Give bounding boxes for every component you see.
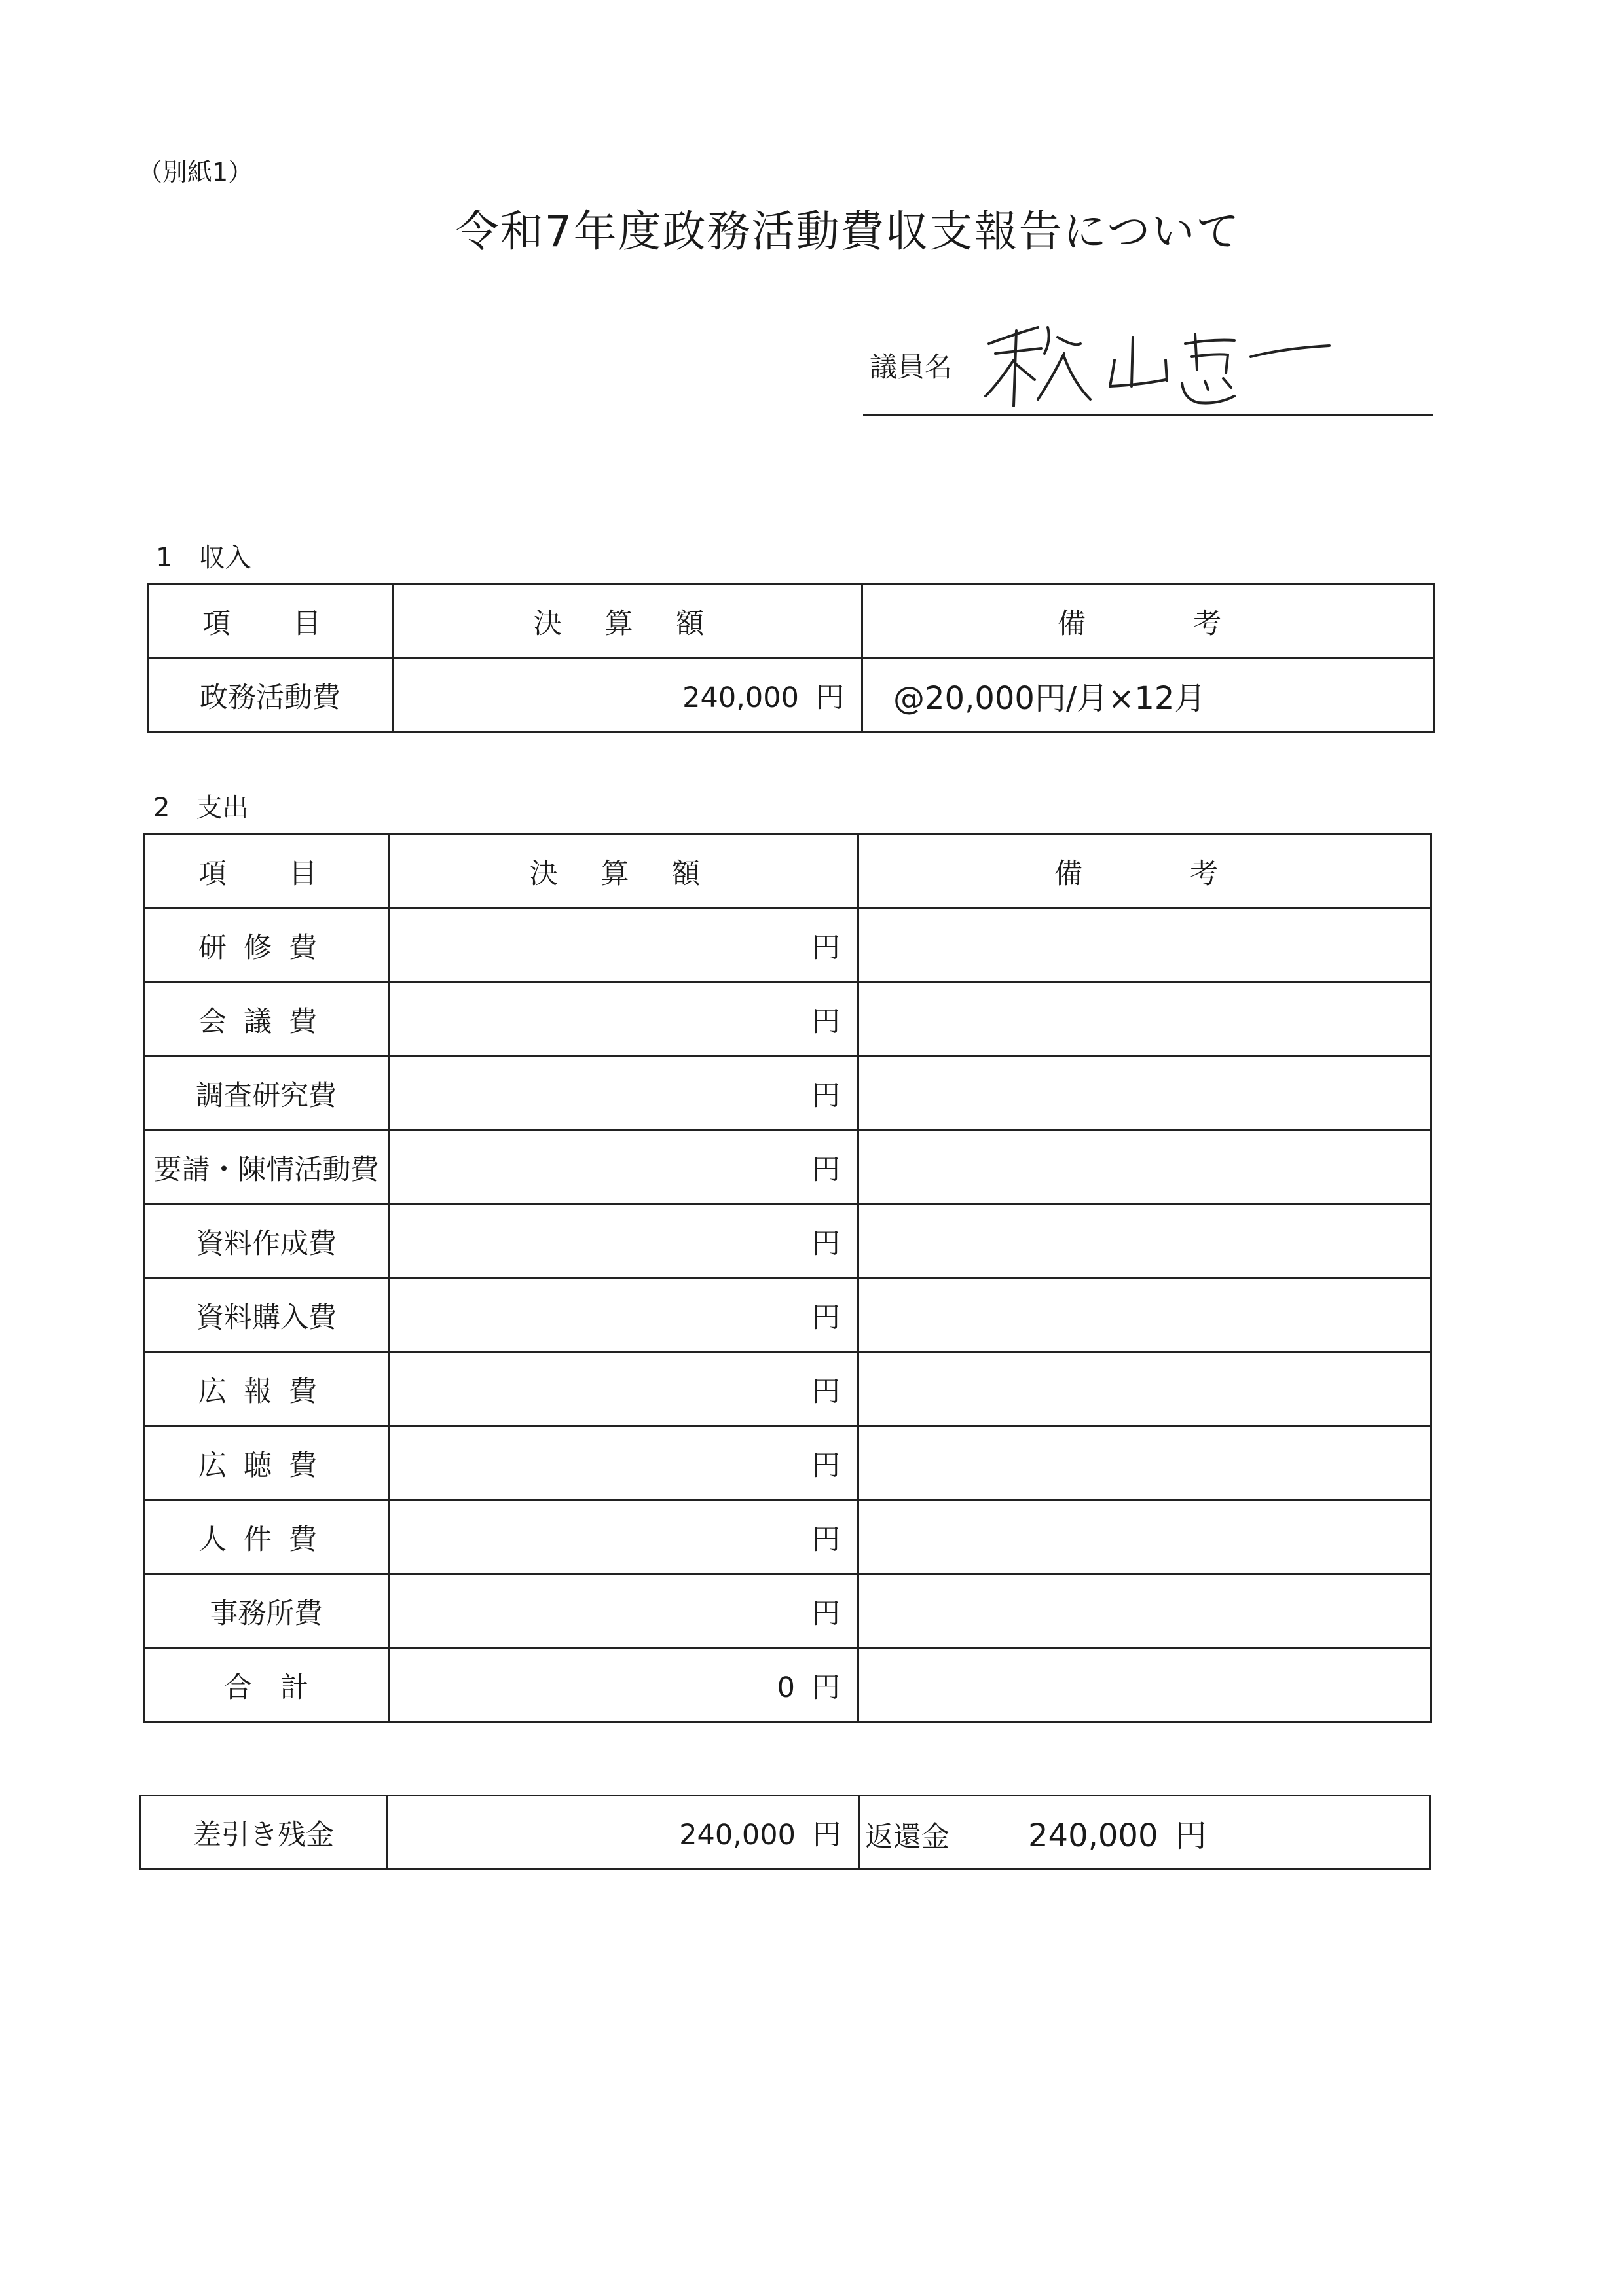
expense-row [144, 909, 1431, 983]
header-note: 備 考 [862, 585, 1434, 659]
expense-header-row [144, 835, 1431, 909]
expense-row [144, 1353, 1431, 1427]
expense-item: 広聴費 [144, 1427, 389, 1501]
member-name-underline [863, 414, 1433, 416]
expense-row [144, 1279, 1431, 1353]
header-amount: 決 算 額 [389, 835, 858, 909]
expense-amount: 円 [389, 1575, 858, 1649]
expense-note [858, 1427, 1431, 1501]
expense-note [858, 1649, 1431, 1722]
balance-label: 差引き残金 [140, 1796, 388, 1870]
header-item: 項 目 [144, 835, 389, 909]
expense-row [144, 1501, 1431, 1575]
income-section-label: 1 収入 [156, 543, 251, 573]
member-name-label: 議員名 [870, 351, 953, 383]
expense-note [858, 983, 1431, 1057]
expense-item: 調査研究費 [144, 1057, 389, 1131]
expense-row [144, 983, 1431, 1057]
expense-amount: 円 [389, 1279, 858, 1353]
expense-total-amount: 0 円 [389, 1649, 858, 1722]
income-amount-cell [393, 659, 862, 733]
income-table [147, 583, 1435, 733]
expense-item: 資料購入費 [144, 1279, 389, 1353]
expense-section-label: 2 支出 [153, 793, 249, 823]
page-title: 令和7年度政務活動費収支報告について [455, 206, 1241, 257]
expense-row [144, 1057, 1431, 1131]
income-note: @20,000円/月×12月 [862, 659, 1434, 733]
expense-amount: 円 [389, 1057, 858, 1131]
expense-item: 事務所費 [144, 1575, 389, 1649]
expense-note [858, 909, 1431, 983]
expense-note [858, 1501, 1431, 1575]
header-note: 備 考 [858, 835, 1431, 909]
refund-cell: 返還金 240,000 円 [859, 1796, 1430, 1870]
expense-amount: 円 [389, 1501, 858, 1575]
expense-total-label: 合 計 [144, 1649, 389, 1722]
expense-amount: 円 [389, 1353, 858, 1427]
expense-item: 資料作成費 [144, 1205, 389, 1279]
income-row [148, 659, 1434, 733]
expense-item: 研修費 [144, 909, 389, 983]
expense-row [144, 1131, 1431, 1205]
expense-amount: 円 [389, 1131, 858, 1205]
expense-item: 要請・陳情活動費 [144, 1131, 389, 1205]
refund-amount: 240,000 [1028, 1817, 1158, 1854]
expense-note [858, 1057, 1431, 1131]
expense-note [858, 1279, 1431, 1353]
balance-amount-cell: 240,000 円 [388, 1796, 859, 1870]
expense-amount: 円 [389, 1205, 858, 1279]
yen-unit: 円 [816, 681, 844, 714]
expense-row [144, 1575, 1431, 1649]
expense-note [858, 1353, 1431, 1427]
header-item: 項 目 [148, 585, 393, 659]
balance-amount: 240,000 [679, 1818, 796, 1851]
expense-table [143, 833, 1432, 1723]
expense-row [144, 1427, 1431, 1501]
expense-amount: 円 [389, 983, 858, 1057]
expense-total-row [144, 1649, 1431, 1722]
income-header-row [148, 585, 1434, 659]
handwritten-signature [976, 308, 1342, 419]
income-amount: 240,000 [682, 681, 799, 714]
header-amount: 決 算 額 [393, 585, 862, 659]
expense-row [144, 1205, 1431, 1279]
expense-note [858, 1205, 1431, 1279]
expense-amount: 円 [389, 909, 858, 983]
expense-item: 広報費 [144, 1353, 389, 1427]
expense-item: 会議費 [144, 983, 389, 1057]
refund-label: 返還金 [865, 1820, 950, 1853]
expense-note [858, 1575, 1431, 1649]
expense-amount: 円 [389, 1427, 858, 1501]
income-item: 政務活動費 [148, 659, 393, 733]
summary-row [140, 1796, 1430, 1870]
expense-note [858, 1131, 1431, 1205]
expense-item: 人件費 [144, 1501, 389, 1575]
attachment-label: （別紙1） [138, 158, 253, 187]
summary-table [139, 1795, 1431, 1870]
